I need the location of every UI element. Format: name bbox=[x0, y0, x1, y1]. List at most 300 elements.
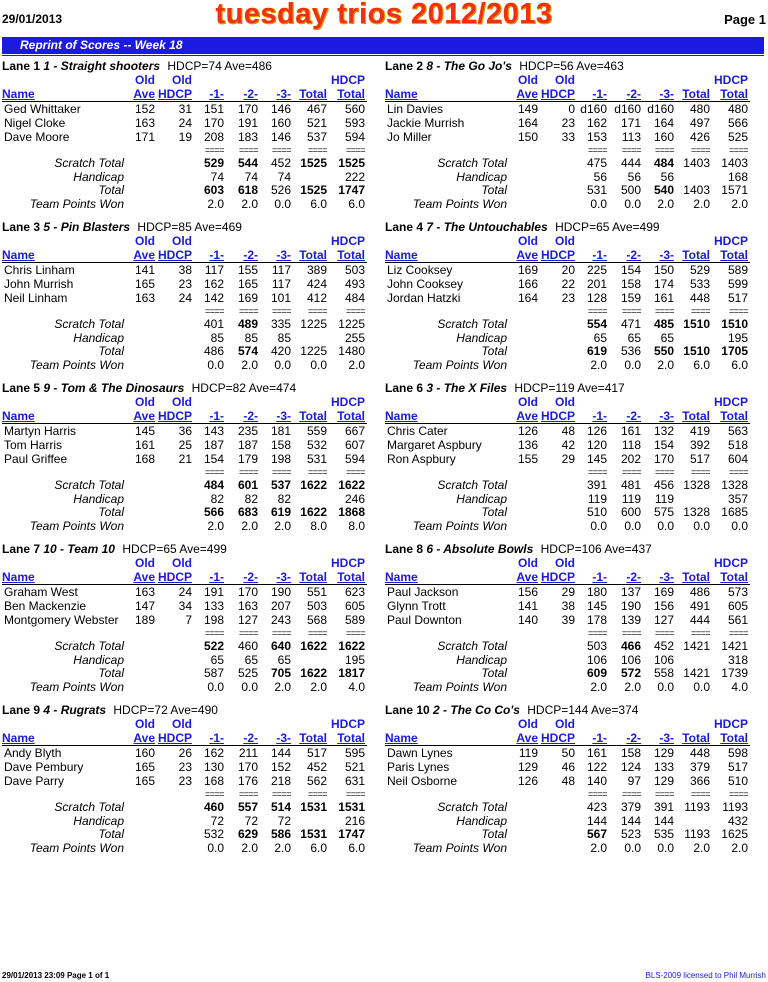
total-scratch-g3: 335 bbox=[270, 317, 291, 331]
lane-number: Lane 6 bbox=[385, 381, 424, 395]
separator: ==== bbox=[238, 789, 258, 799]
total-total-g3: 550 bbox=[653, 344, 674, 358]
total-label-handicap: Handicap bbox=[456, 814, 507, 828]
total-points-g2: 2.0 bbox=[241, 197, 258, 211]
column-header: Ave bbox=[516, 87, 538, 101]
separator: ==== bbox=[690, 306, 710, 316]
column-header: -1- bbox=[209, 248, 224, 262]
column-header: -1- bbox=[209, 87, 224, 101]
report-title: tuesday trios 2012/2013 bbox=[215, 0, 553, 30]
column-header: Ave bbox=[133, 409, 155, 423]
player-g3: 117 bbox=[271, 263, 291, 277]
player-g3: d160 bbox=[647, 102, 674, 116]
total-total-g1: 531 bbox=[586, 183, 607, 197]
total-scratch-g3: 452 bbox=[270, 156, 291, 170]
player-g2: 158 bbox=[620, 746, 641, 760]
player-g1: 162 bbox=[203, 746, 224, 760]
total-total-g3: 535 bbox=[653, 827, 674, 841]
player-g1: 208 bbox=[203, 130, 224, 144]
player-htotal: 598 bbox=[727, 746, 748, 760]
player-g3: 160 bbox=[653, 130, 674, 144]
total-scratch-g3: 640 bbox=[270, 639, 291, 653]
player-hdcp: 20 bbox=[561, 263, 575, 277]
lane-number: Lane 4 bbox=[385, 220, 424, 234]
player-name: John Murrish bbox=[4, 277, 74, 291]
column-header: -2- bbox=[626, 87, 641, 101]
player-g3: 101 bbox=[270, 291, 291, 305]
column-header-top: Old bbox=[518, 395, 538, 409]
column-header: Total bbox=[337, 731, 365, 745]
section-band: Reprint of Scores -- Week 18 bbox=[2, 37, 764, 54]
player-g2: 127 bbox=[237, 613, 258, 627]
lane-block bbox=[385, 542, 765, 702]
player-g1: 162 bbox=[203, 277, 224, 291]
player-hdcp: 39 bbox=[561, 613, 575, 627]
total-label-total: Total bbox=[98, 505, 124, 519]
total-label-scratch: Scratch Total bbox=[437, 800, 507, 814]
total-scratch-htotal: 1525 bbox=[338, 156, 365, 170]
player-total: 412 bbox=[306, 291, 327, 305]
column-header: Ave bbox=[516, 409, 538, 423]
total-scratch-g2: 460 bbox=[237, 639, 258, 653]
player-ave: 155 bbox=[517, 452, 538, 466]
player-name: Tom Harris bbox=[4, 438, 63, 452]
total-scratch-g3: 485 bbox=[653, 317, 674, 331]
player-g3: 198 bbox=[270, 452, 291, 466]
total-points-g3: 2.0 bbox=[274, 680, 291, 694]
player-total: 392 bbox=[689, 438, 710, 452]
total-total-g2: 500 bbox=[620, 183, 641, 197]
player-g2: 171 bbox=[620, 116, 641, 130]
player-htotal: 510 bbox=[727, 774, 748, 788]
total-points-g3: 2.0 bbox=[657, 358, 674, 372]
player-ave: 189 bbox=[134, 613, 155, 627]
column-header: -3- bbox=[276, 570, 291, 584]
separator: ==== bbox=[654, 145, 674, 155]
player-g2: 170 bbox=[237, 760, 258, 774]
column-header: Ave bbox=[516, 570, 538, 584]
total-scratch-g3: 484 bbox=[653, 156, 674, 170]
total-total-total: 1531 bbox=[300, 827, 327, 841]
player-total: 517 bbox=[689, 452, 710, 466]
column-header: -2- bbox=[243, 731, 258, 745]
column-header: Ave bbox=[133, 570, 155, 584]
total-points-g1: 2.0 bbox=[590, 841, 607, 855]
total-label-scratch: Scratch Total bbox=[54, 639, 124, 653]
total-scratch-htotal: 1622 bbox=[338, 478, 365, 492]
column-header: -3- bbox=[276, 409, 291, 423]
player-name: Lin Davies bbox=[387, 102, 444, 116]
player-hdcp: 26 bbox=[178, 746, 192, 760]
column-header: HDCP bbox=[157, 731, 192, 745]
player-ave: 165 bbox=[134, 774, 155, 788]
column-header: -3- bbox=[659, 731, 674, 745]
separator: ==== bbox=[307, 145, 327, 155]
lane-number: Lane 2 bbox=[385, 59, 424, 73]
column-header: Total bbox=[720, 731, 748, 745]
column-header: HDCP bbox=[540, 87, 575, 101]
player-name: Glynn Trott bbox=[387, 599, 446, 613]
player-total: 448 bbox=[689, 291, 710, 305]
column-header: -2- bbox=[243, 87, 258, 101]
column-header: -1- bbox=[592, 570, 607, 584]
column-header: Ave bbox=[133, 248, 155, 262]
team-name: 2 - The Co Co's bbox=[433, 703, 520, 717]
total-total-g2: 618 bbox=[237, 183, 258, 197]
column-header-top: Old bbox=[555, 73, 575, 87]
total-scratch-htotal: 1328 bbox=[721, 478, 748, 492]
player-g3: 150 bbox=[653, 263, 674, 277]
lane-block bbox=[385, 381, 765, 541]
total-handicap-g2: 85 bbox=[244, 331, 258, 345]
player-g3: 174 bbox=[653, 277, 674, 291]
column-header-top: Old bbox=[172, 395, 192, 409]
total-total-g1: 532 bbox=[203, 827, 224, 841]
total-label-points: Team Points Won bbox=[29, 358, 124, 372]
player-total: 533 bbox=[689, 277, 710, 291]
team-name: 4 - Rugrats bbox=[43, 703, 107, 717]
total-total-total: 1622 bbox=[300, 666, 327, 680]
separator: ==== bbox=[271, 467, 291, 477]
total-handicap-g2: 119 bbox=[621, 492, 641, 506]
player-hdcp: 22 bbox=[561, 277, 575, 291]
total-points-htotal: 6.0 bbox=[731, 358, 748, 372]
player-hdcp: 19 bbox=[178, 130, 192, 144]
total-total-g3: 526 bbox=[270, 183, 291, 197]
separator: ==== bbox=[307, 306, 327, 316]
lane-block bbox=[2, 703, 382, 863]
player-htotal: 595 bbox=[344, 746, 365, 760]
player-g3: 170 bbox=[653, 452, 674, 466]
player-hdcp: 46 bbox=[561, 760, 575, 774]
total-total-total: 1328 bbox=[683, 505, 710, 519]
column-header: Total bbox=[720, 248, 748, 262]
player-g2: 118 bbox=[621, 438, 641, 452]
total-handicap-g3: 56 bbox=[660, 170, 674, 184]
total-label-total: Total bbox=[98, 666, 124, 680]
player-total: 448 bbox=[689, 746, 710, 760]
separator: ==== bbox=[204, 306, 224, 316]
total-total-g1: 566 bbox=[203, 505, 224, 519]
player-g1: 154 bbox=[203, 452, 224, 466]
column-header: Total bbox=[682, 87, 710, 101]
total-points-htotal: 0.0 bbox=[731, 519, 748, 533]
column-header: Total bbox=[299, 87, 327, 101]
total-scratch-g3: 456 bbox=[653, 478, 674, 492]
player-name: Ben Mackenzie bbox=[4, 599, 87, 613]
player-htotal: 667 bbox=[344, 424, 365, 438]
column-header-name: Name bbox=[385, 570, 418, 584]
total-total-htotal: 1747 bbox=[338, 827, 365, 841]
team-handicap-average: HDCP=74 Ave=486 bbox=[167, 59, 272, 73]
total-total-g3: 586 bbox=[270, 827, 291, 841]
separator: ==== bbox=[345, 628, 365, 638]
total-scratch-htotal: 1622 bbox=[338, 639, 365, 653]
column-header: -1- bbox=[209, 409, 224, 423]
column-header-name: Name bbox=[385, 409, 418, 423]
total-total-g1: 603 bbox=[203, 183, 224, 197]
column-header: -1- bbox=[209, 570, 224, 584]
separator: ==== bbox=[587, 789, 607, 799]
separator: ==== bbox=[587, 467, 607, 477]
player-ave: 164 bbox=[517, 116, 538, 130]
total-scratch-g2: 489 bbox=[237, 317, 258, 331]
total-total-htotal: 1739 bbox=[721, 666, 748, 680]
total-scratch-total: 1225 bbox=[300, 317, 327, 331]
total-scratch-htotal: 1421 bbox=[721, 639, 748, 653]
total-total-total: 1403 bbox=[683, 183, 710, 197]
player-g3: 146 bbox=[270, 130, 291, 144]
column-header: -2- bbox=[626, 409, 641, 423]
column-header: -2- bbox=[626, 248, 641, 262]
column-header-top: HDCP bbox=[713, 234, 748, 248]
total-scratch-g1: 401 bbox=[203, 317, 224, 331]
total-total-g2: 572 bbox=[620, 666, 641, 680]
total-scratch-g1: 522 bbox=[203, 639, 224, 653]
player-hdcp: 29 bbox=[561, 585, 575, 599]
player-name: Dawn Lynes bbox=[387, 746, 453, 760]
player-g2: 202 bbox=[620, 452, 641, 466]
total-scratch-g1: 391 bbox=[586, 478, 607, 492]
total-points-g1: 2.0 bbox=[207, 519, 224, 533]
player-total: 444 bbox=[689, 613, 710, 627]
total-label-handicap: Handicap bbox=[456, 653, 507, 667]
total-total-htotal: 1625 bbox=[721, 827, 748, 841]
player-ave: 152 bbox=[134, 102, 155, 116]
player-htotal: 518 bbox=[727, 438, 748, 452]
column-header-top: HDCP bbox=[713, 395, 748, 409]
player-ave: 145 bbox=[134, 424, 155, 438]
total-total-g3: 420 bbox=[270, 344, 291, 358]
player-ave: 163 bbox=[134, 116, 155, 130]
column-header-name: Name bbox=[2, 409, 35, 423]
player-ave: 119 bbox=[518, 746, 538, 760]
player-g1: 145 bbox=[586, 599, 607, 613]
player-hdcp: 38 bbox=[561, 599, 575, 613]
total-label-total: Total bbox=[481, 344, 507, 358]
total-points-g1: 2.0 bbox=[590, 680, 607, 694]
player-g2: 163 bbox=[237, 599, 258, 613]
lane-number: Lane 7 bbox=[2, 542, 41, 556]
separator: ==== bbox=[271, 145, 291, 155]
lane-number: Lane 10 bbox=[385, 703, 430, 717]
player-g1: 178 bbox=[586, 613, 607, 627]
player-g2: 165 bbox=[237, 277, 258, 291]
separator: ==== bbox=[621, 789, 641, 799]
total-points-htotal: 2.0 bbox=[731, 841, 748, 855]
team-name: 1 - Straight shooters bbox=[43, 59, 161, 73]
total-points-g3: 2.0 bbox=[657, 197, 674, 211]
total-scratch-g2: 544 bbox=[237, 156, 258, 170]
total-label-scratch: Scratch Total bbox=[437, 639, 507, 653]
total-label-scratch: Scratch Total bbox=[54, 800, 124, 814]
player-htotal: 573 bbox=[727, 585, 748, 599]
total-handicap-g3: 74 bbox=[277, 170, 291, 184]
team-name: 3 - The X Files bbox=[426, 381, 508, 395]
column-header-top: HDCP bbox=[330, 717, 365, 731]
column-header-top: Old bbox=[135, 717, 155, 731]
column-header: -3- bbox=[659, 248, 674, 262]
total-points-total: 2.0 bbox=[693, 841, 710, 855]
player-name: Chris Cater bbox=[387, 424, 448, 438]
column-header-top: HDCP bbox=[713, 717, 748, 731]
lane-title bbox=[385, 220, 660, 234]
player-name: Paul Griffee bbox=[4, 452, 68, 466]
player-g1: 170 bbox=[203, 116, 224, 130]
player-ave: 141 bbox=[517, 599, 538, 613]
total-total-g1: 510 bbox=[586, 505, 607, 519]
total-scratch-htotal: 1510 bbox=[721, 317, 748, 331]
player-g1: 201 bbox=[586, 277, 607, 291]
player-total: 532 bbox=[306, 438, 327, 452]
total-handicap-g2: 82 bbox=[244, 492, 258, 506]
report-date: 29/01/2013 bbox=[2, 12, 63, 26]
player-total: 486 bbox=[689, 585, 710, 599]
lane-title bbox=[385, 59, 624, 73]
player-g1: 145 bbox=[586, 452, 607, 466]
total-handicap-g2: 72 bbox=[244, 814, 258, 828]
separator: ==== bbox=[728, 628, 748, 638]
separator: ==== bbox=[654, 789, 674, 799]
total-total-g3: 619 bbox=[270, 505, 291, 519]
total-total-g2: 523 bbox=[620, 827, 641, 841]
column-header: Total bbox=[682, 731, 710, 745]
total-points-g2: 2.0 bbox=[241, 841, 258, 855]
total-handicap-g1: 144 bbox=[586, 814, 607, 828]
total-total-htotal: 1747 bbox=[338, 183, 365, 197]
player-total: 537 bbox=[306, 130, 327, 144]
player-total: 562 bbox=[306, 774, 327, 788]
total-handicap-htotal: 168 bbox=[727, 170, 748, 184]
player-g2: d160 bbox=[614, 102, 641, 116]
player-g1: 126 bbox=[586, 424, 607, 438]
player-total: 389 bbox=[306, 263, 327, 277]
separator: ==== bbox=[621, 145, 641, 155]
player-g2: 179 bbox=[237, 452, 258, 466]
separator: ==== bbox=[271, 789, 291, 799]
column-header-top: Old bbox=[518, 73, 538, 87]
player-g1: 128 bbox=[586, 291, 607, 305]
player-g2: 211 bbox=[238, 746, 258, 760]
total-points-htotal: 2.0 bbox=[348, 358, 365, 372]
total-scratch-total: 1421 bbox=[683, 639, 710, 653]
column-header: -3- bbox=[276, 248, 291, 262]
player-hdcp: 36 bbox=[178, 424, 192, 438]
player-hdcp: 23 bbox=[178, 277, 192, 291]
player-total: 452 bbox=[306, 760, 327, 774]
player-hdcp: 29 bbox=[561, 452, 575, 466]
total-points-total: 0.0 bbox=[310, 358, 327, 372]
player-hdcp: 7 bbox=[185, 613, 192, 627]
total-label-points: Team Points Won bbox=[29, 680, 124, 694]
player-g1: 143 bbox=[203, 424, 224, 438]
total-handicap-g1: 106 bbox=[586, 653, 607, 667]
player-g1: 120 bbox=[586, 438, 607, 452]
separator: ==== bbox=[654, 306, 674, 316]
player-ave: 163 bbox=[134, 585, 155, 599]
player-total: 517 bbox=[306, 746, 327, 760]
total-handicap-g3: 144 bbox=[653, 814, 674, 828]
total-scratch-g1: 484 bbox=[203, 478, 224, 492]
player-g3: 144 bbox=[270, 746, 291, 760]
total-points-g3: 0.0 bbox=[657, 841, 674, 855]
player-ave: 160 bbox=[134, 746, 155, 760]
column-header-top: Old bbox=[172, 717, 192, 731]
total-scratch-total: 1193 bbox=[684, 800, 710, 814]
column-header: HDCP bbox=[157, 409, 192, 423]
player-hdcp: 25 bbox=[178, 438, 192, 452]
player-htotal: 480 bbox=[727, 102, 748, 116]
player-htotal: 607 bbox=[344, 438, 365, 452]
player-hdcp: 42 bbox=[561, 438, 575, 452]
team-handicap-average: HDCP=119 Ave=417 bbox=[514, 381, 625, 395]
player-g1: 153 bbox=[586, 130, 607, 144]
total-scratch-total: 1622 bbox=[300, 639, 327, 653]
total-label-points: Team Points Won bbox=[412, 841, 507, 855]
player-g1: 122 bbox=[586, 760, 607, 774]
total-scratch-total: 1510 bbox=[683, 317, 710, 331]
player-htotal: 484 bbox=[344, 291, 365, 305]
player-hdcp: 0 bbox=[568, 102, 575, 116]
player-name: Paul Jackson bbox=[387, 585, 459, 599]
team-handicap-average: HDCP=106 Ave=437 bbox=[540, 542, 652, 556]
total-points-total: 2.0 bbox=[310, 680, 327, 694]
player-g3: 127 bbox=[653, 613, 674, 627]
player-g2: 139 bbox=[620, 613, 641, 627]
player-g1: 198 bbox=[203, 613, 224, 627]
player-ave: 150 bbox=[517, 130, 538, 144]
total-total-g2: 574 bbox=[237, 344, 258, 358]
team-name: 10 - Team 10 bbox=[43, 542, 115, 556]
player-name: Liz Cooksey bbox=[387, 263, 453, 277]
column-header-name: Name bbox=[385, 248, 418, 262]
player-g3: 156 bbox=[653, 599, 674, 613]
player-total: 559 bbox=[306, 424, 327, 438]
team-handicap-average: HDCP=144 Ave=374 bbox=[527, 703, 639, 717]
player-htotal: 560 bbox=[344, 102, 365, 116]
total-total-htotal: 1868 bbox=[338, 505, 365, 519]
column-header: HDCP bbox=[157, 570, 192, 584]
column-header: -1- bbox=[592, 409, 607, 423]
team-handicap-average: HDCP=65 Ave=499 bbox=[122, 542, 227, 556]
total-points-g1: 0.0 bbox=[207, 841, 224, 855]
total-label-handicap: Handicap bbox=[73, 653, 124, 667]
column-header: HDCP bbox=[540, 731, 575, 745]
total-total-g2: 629 bbox=[237, 827, 258, 841]
total-total-g2: 525 bbox=[237, 666, 258, 680]
total-total-total: 1525 bbox=[300, 183, 327, 197]
total-points-g2: 0.0 bbox=[624, 519, 641, 533]
separator: ==== bbox=[271, 306, 291, 316]
player-hdcp: 23 bbox=[561, 291, 575, 305]
total-scratch-g2: 601 bbox=[237, 478, 258, 492]
separator: ==== bbox=[690, 789, 710, 799]
total-handicap-g1: 74 bbox=[210, 170, 224, 184]
total-scratch-total: 1531 bbox=[300, 800, 327, 814]
total-scratch-g1: 503 bbox=[586, 639, 607, 653]
total-handicap-g1: 65 bbox=[210, 653, 224, 667]
player-ave: 171 bbox=[134, 130, 155, 144]
total-scratch-total: 1328 bbox=[683, 478, 710, 492]
column-header: -1- bbox=[592, 87, 607, 101]
total-scratch-g2: 466 bbox=[620, 639, 641, 653]
total-handicap-g1: 72 bbox=[210, 814, 224, 828]
column-header-top: HDCP bbox=[330, 234, 365, 248]
player-g3: 164 bbox=[653, 116, 674, 130]
separator: ==== bbox=[587, 306, 607, 316]
separator: ==== bbox=[204, 145, 224, 155]
total-label-total: Total bbox=[98, 344, 124, 358]
